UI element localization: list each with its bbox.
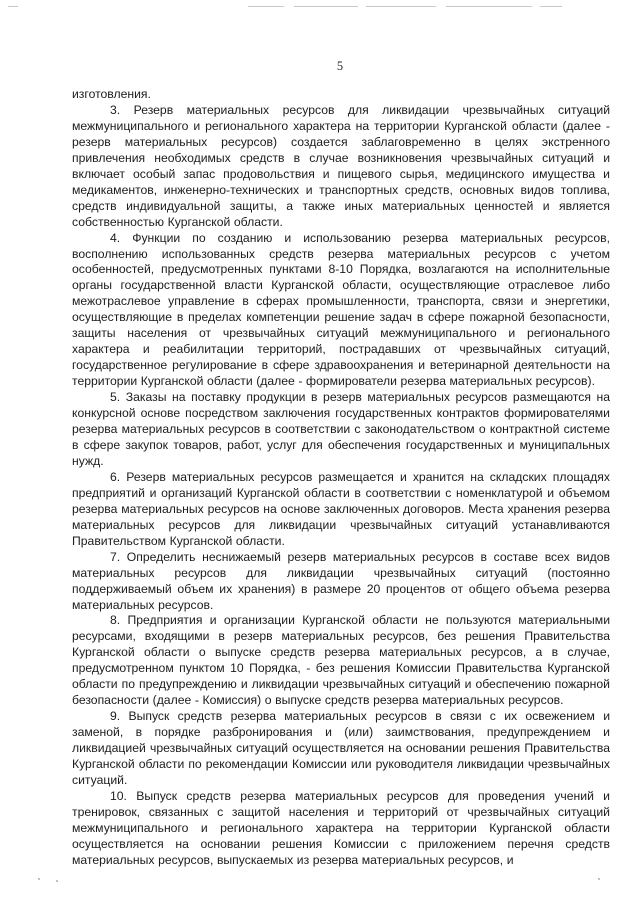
- document-body: [72, 87, 610, 869]
- paragraph-continuation: изготовления.: [72, 87, 151, 101]
- page-number: 5: [336, 59, 344, 73]
- paragraph-4: 4. Функции по созданию и использованию резерва материальных ресурсов, восполнению использованных средств резерва материальных ресурсов с учетом особенностей, предусмотренных пунктами 8-10 Порядка, возлагаются на исполнительные органы государственной власти Курганской области, осуществляющие отраслевое либо межотраслевое управление в сферах промышленности, транспорта, связи и энергетики, осуществляющие в пределах компетенции решение задач в сфере пожарной безопасности, защиты населения от чрезвычайных ситуаций межмуниципального и регионального характера и реабилитации территорий, пострадавших от чрезвычайных ситуаций, государственное регулирование в сфере здравоохранения и ветеринарной деятельности на территории Курганской области (далее - формирователи резерва материальных ресурсов).: [72, 230, 610, 389]
- paragraph-8: 8. Предприятия и организации Курганской области не пользуются материальными ресурсами, входящими в резерв материальных ресурсов, без решения Правительства Курганской области о выпуске средств резерва материальных ресурсов, а в случае, предусмотренном пунктом 10 Порядка, - без решения Комиссии Правительства Курганской области по предупреждению и ликвидации чрезвычайных ситуаций и обеспечению пожарной безопасности (далее - Комиссия) о выпуске средств резерва материальных ресурсов.: [72, 613, 610, 708]
- paragraph-10: 10. Выпуск средств резерва материальных ресурсов для проведения учений и тренировок, связанных с защитой населения и территорий от чрезвычайных ситуаций межмуниципального и регионального характера на территории Курганской области осуществляется на основании решения Комиссии с приложением перечня средств материальных ресурсов, выпускаемых из резерва материальных ресурсов, и: [72, 788, 610, 867]
- paragraph-6: 6. Резерв материальных ресурсов размещается и хранится на складских площадях предприятий и организаций Курганской области в соответствии с номенклатурой и объемом резерва материальных ресурсов на основе заключенных договоров. Места хранения резерва материальных ресурсов для ликвидации чрезвычайных ситуаций устанавливаются Правительством Курганской области.: [72, 469, 610, 548]
- paragraph-9: 9. Выпуск средств резерва материальных ресурсов в связи с их освежением и заменой, в порядке разбронирования и (или) заимствования, предупреждением и ликвидацией чрезвычайных ситуаций осуществляется на основании решения Правительства Курганской области по рекомендации Комиссии или руководителя ликвидации чрезвычайных ситуаций.: [72, 709, 610, 787]
- scan-artifact-top: [0, 6, 640, 10]
- paragraph-3: 3. Резерв материальных ресурсов для ликвидации чрезвычайных ситуаций межмуниципального и регионального характера на территории Курганской области (далее - резерв материальных ресурсов) создается заблаговременно в целях экстренного привлечения необходимых средств в случае возникновения чрезвычайных ситуаций и включает особый запас продовольствия и пищевого сырья, медицинского имущества и медикаментов, инженерно-технических и транспортных средств, основных видов топлива, средств индивидуальной защиты, а также иных материальных ценностей и является собственностью Курганской области.: [72, 102, 610, 229]
- paragraph-5: 5. Заказы на поставку продукции в резерв материальных ресурсов размещаются на конкурсной основе посредством заключения государственных контрактов формирователями резерва материальных ресурсов в соответствии с законодательством о контрактной системе в сфере закупок товаров, работ, услуг для обеспечения государственных и муниципальных нужд.: [72, 390, 610, 468]
- paragraph-7: 7. Определить неснижаемый резерв материальных ресурсов в составе всех видов материальных ресурсов для ликвидации чрезвычайных ситуаций (постоянно поддерживаемый объем их хранения) в размере 20 процентов от общего объема резерва материальных ресурсов.: [72, 549, 610, 612]
